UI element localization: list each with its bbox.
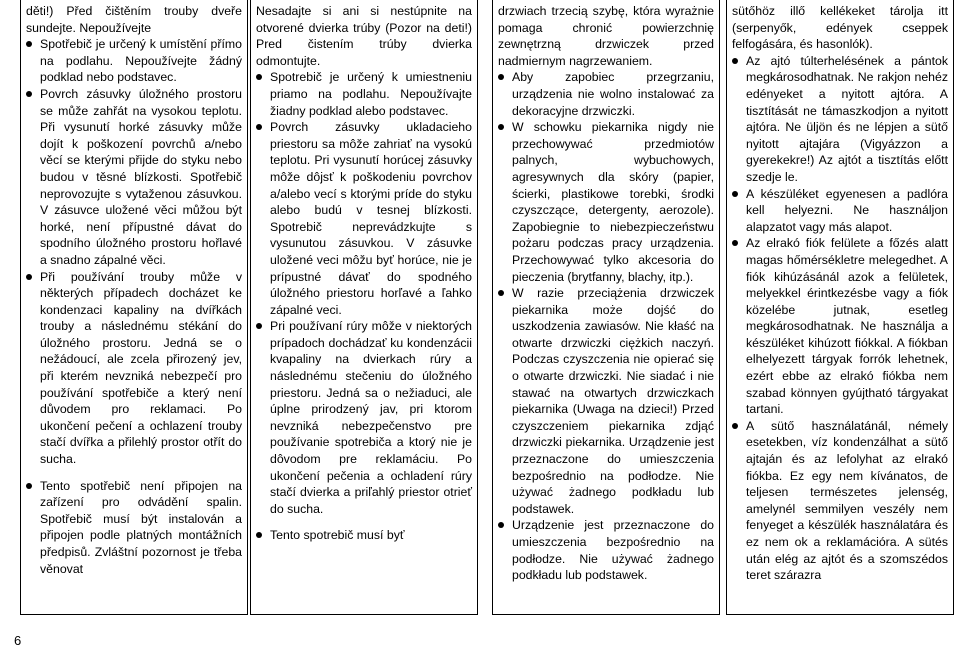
column-czech [20, 0, 248, 615]
bullet-item: Tento spotrebič musí byť [256, 527, 472, 544]
page-number: 6 [14, 633, 22, 648]
column-polish [492, 0, 720, 615]
bullet-item: A sütő használatánál, némely esetekben, víz kondenzálhat a sütő ajtaján és az lefolyhat az elrakó fiókba. Ez egy nem kívánatos, de teljesen természetes jelenség, amelynél semmilyen veszély nem fenyeget a készülék használatára és ez nem ok a reklamációra. A sütés után elég az ajtót és a szomszédos teret szárazra [732, 418, 948, 584]
column-hungarian [726, 0, 954, 615]
paragraph: sütőhöz illő kellékeket tárolja itt (serpenyők, edények cseppek felfogására, és hasonlók). [732, 4, 948, 52]
bullet-item: Spotrebič je určený k umiestneniu priamo na podlahu. Nepoužívajte žiadny podklad alebo podstavec. [256, 69, 472, 119]
column-slovak [250, 0, 478, 615]
bullet-item: Tento spotřebič není připojen na zařízení pro odvádění spalin. Spotřebič musí být instalován a připojen podle platných montážních předpisů. Zvláštní pozornost je třeba věnovat [26, 478, 242, 578]
bullet-item: Urządzenie jest przeznaczone do umieszczenia bezpośrednio na podłodze. Nie używać żadnego podkładu lub podstawek. [498, 517, 714, 583]
bullet-item: Aby zapobiec przegrzaniu, urządzenia nie wolno instalować za dekoracyjne drzwiczki. [498, 69, 714, 119]
bullet-item: Az elrakó fiók felülete a főzés alatt magas hőmérsékletre melegedhet. A fiók kihúzásánál azok a felületek, melyekkel érintkezésbe vagy a fiók közelébe jutnak, esetleg megkárosodhatnak. Ne használja a készüléket kihúzott fiókkal. A fiókban elhelyezett tárgyak forrók lehetnek, ezért ebbe az elrakó fiókba nem szabad könnyen gyújtható tárgyakat tartani. [732, 235, 948, 418]
bullet-item: Povrch zásuvky úložného prostoru se může zahřát na vysokou teplotu. Při vysunutí horké zásuvky může dojít k poškození povrchů a/nebo věcí se kterými přijde do styku nebo budou v těsné blízkosti. Spotřebič neprovozujte s vytaženou zásuvkou. V zásuvce uložené věci můžou být horké, není přípustné dávat do spodního úložného prostoru hořlavé a snadno zápalné věci. [26, 86, 242, 269]
bullet-item: Při používání trouby může v některých případech docházet ke kondenzaci kapaliny na dvířkách trouby a následnému stékání do úložného prostoru. Jedná se o nežádoucí, ale zcela přirozený jev, při kterém nevzniká nebezpečí pro používání spotřebiče a který není důvodem pro reklamaci. Po ukončení pečení a ochlazení trouby stačí dvířka a přilehlý prostor otřít do sucha. [26, 269, 242, 468]
bullet-item: Pri používaní rúry môže v niektorých prípadoch dochádzať ku kondenzácii kvapaliny na dvierkach rúry a následnému stečeniu do úložného priestoru. Jedná sa o nežiaduci, ale úplne prirodzený jav, pri ktorom nevzniká nebezpečenstvo pre používanie spotrebiča a ktorý nie je dôvodom pre reklamáciu. Po ukončení pečenia a ochladení rúry stačí dvierka a priľahlý priestor otrieť do sucha. [256, 318, 472, 517]
bullet-item: A készüléket egyenesen a padlóra kell helyezni. Ne használjon alapzatot vagy más alapot. [732, 186, 948, 236]
paragraph: děti!) Před čištěním trouby dveře sundejte. Nepoužívejte [26, 4, 242, 35]
bullet-item: W razie przeciążenia drzwiczek piekarnika może dojść do uszkodzenia zawiasów. Nie kłaść na otwarte drzwiczki ciężkich naczyń. Podczas czyszczenia nie opierać się o otwarte drzwiczki. Nie siadać i nie stawać na otwartych drzwiczkach piekarnika (Uwaga na dzieci!) Przed czyszczeniem piekarnika zdjąć drzwiczki piekarnika. Urządzenie jest przeznaczone do umieszczenia bezpośrednio na podłodze. Nie używać żadnego podkładu lub podstawek. [498, 285, 714, 517]
bullet-item: W schowku piekarnika nigdy nie przechowywać przedmiotów palnych, wybuchowych, agresywnych dla skóry (papier, ścierki, plastikowe torebki, środki czyszczące, detergenty, aerozole). Zapobiegnie to niebezpieczeństwu pożaru podczas pracy urządzenia. Przechowywać tylko akcesoria do pieczenia (brytfanny, blachy, itp.). [498, 119, 714, 285]
paragraph: Nesadajte si ani si nestúpnite na otvorené dvierka trúby (Pozor na deti!) Pred čistením trúby dvierka odmontujte. [256, 4, 472, 68]
bullet-item: Povrch zásuvky ukladacieho priestoru sa môže zahriať na vysokú teplotu. Pri vysunutí horúcej zásuvky môže dôjsť k poškodeniu povrchov a/alebo vecí s ktorými príde do styku alebo budú v tesnej blízkosti. Spotrebič neprevádzkujte s vysunutou zásuvkou. V zásuvke uložené veci môžu byť horúce, nie je prípustné dávať do spodného úložného priestoru horľavé a ľahko zápalné veci. [256, 119, 472, 318]
paragraph: drzwiach trzecią szybę, która wyrażnie pomaga chronić powierzchnię zewnętrzną drzwiczek przed nadmiernym nagrzewaniem. [498, 4, 714, 68]
bullet-item: Az ajtó túlterhelésének a pántok megkárosodhatnak. Ne rakjon nehéz edényeket a nyitott ajtóra. A tisztítását ne támaszkodjon a nyitott ajtóra. Ne üljön és ne lépjen a sütő nyitott ajtajára (Vigyázzon a gyerekekre!) Az ajtót a tisztítás előtt szedje le. [732, 53, 948, 186]
bullet-item: Spotřebič je určený k umístění přímo na podlahu. Nepoužívejte žádný podklad nebo podstavec. [26, 36, 242, 86]
